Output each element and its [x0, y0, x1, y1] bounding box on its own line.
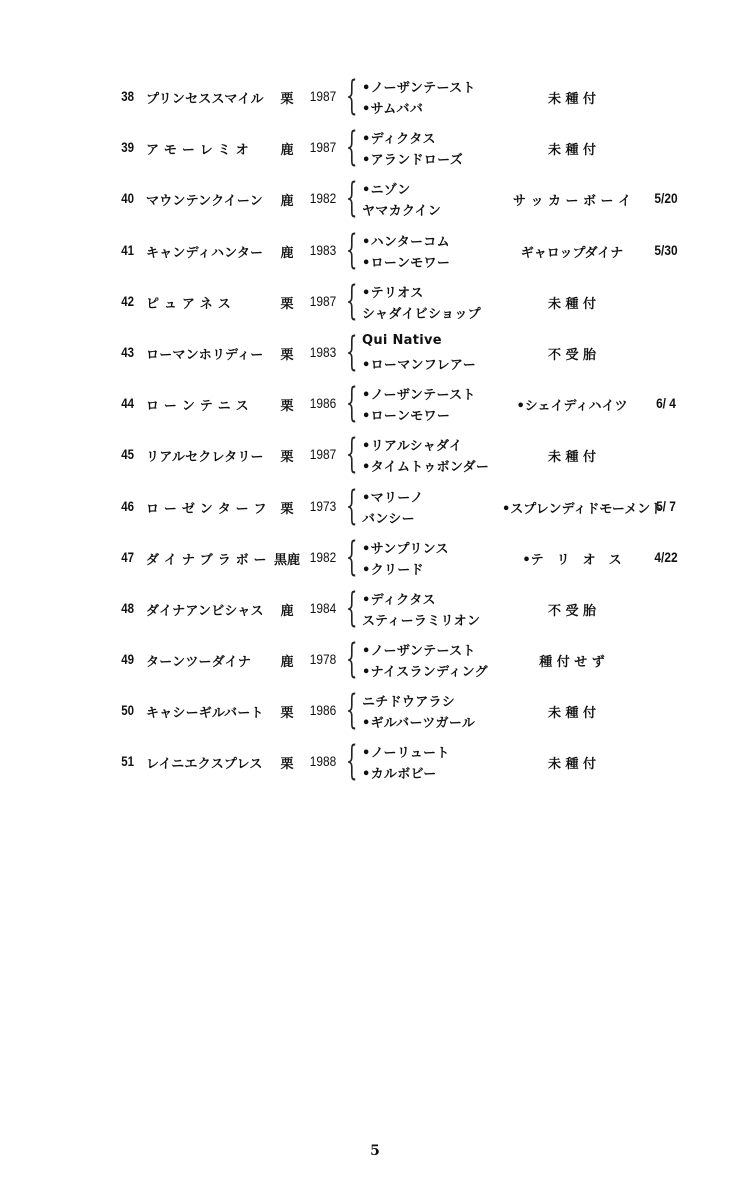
- coat-color: 鹿: [280, 143, 294, 159]
- sire-name: Qui Native: [362, 332, 442, 348]
- row-number: 50: [121, 702, 134, 719]
- dam-name: シャダイビショップ: [362, 306, 481, 322]
- pedigree-brace-icon: {: [346, 533, 358, 580]
- pedigree-brace-icon: {: [346, 73, 358, 119]
- horse-name: リアルセクレタリー: [146, 450, 264, 466]
- sire-name: •サンプリンス: [362, 541, 449, 557]
- table-row: [0, 379, 750, 430]
- dam-name: スティーラミリオン: [362, 613, 481, 629]
- birth-year: 1986: [309, 702, 337, 719]
- horse-name: ダ イ ナ ブ ラ ボ ー: [146, 552, 267, 568]
- breeding-date: 4/22: [654, 548, 678, 565]
- pedigree-brace-icon: {: [346, 277, 358, 324]
- horse-name: ロ ー ゼ ン タ ー フ: [146, 501, 267, 517]
- coat-color: 鹿: [280, 194, 294, 210]
- row-number: 46: [121, 497, 134, 514]
- pedigree-brace-icon: {: [346, 380, 358, 427]
- horse-name: ロ ー ン テ ニ ス: [146, 399, 249, 415]
- dam-name: •ナイスランディング: [362, 665, 488, 681]
- table-row: [0, 226, 750, 277]
- table-row: [0, 328, 750, 379]
- row-number: 48: [121, 599, 134, 616]
- coat-color: 栗: [280, 399, 294, 415]
- table-row: [0, 533, 750, 584]
- horse-name: マウンテンクイーン: [146, 194, 263, 210]
- dam-name: •ローンモワー: [362, 255, 451, 271]
- coat-color: 栗: [280, 296, 294, 312]
- sire-name: •テリオス: [362, 285, 424, 301]
- breeding-result: 未 種 付: [547, 143, 597, 159]
- coat-color: 栗: [280, 706, 294, 722]
- sire-name: •ノーザンテースト: [362, 388, 476, 404]
- dam-name: •ギルバーツガール: [362, 716, 476, 732]
- row-number: 42: [121, 292, 134, 309]
- table-row: [0, 686, 750, 737]
- pedigree-brace-icon: {: [346, 687, 358, 734]
- horse-name: ローマンホリディー: [146, 347, 264, 363]
- breeding-result: サ ッ カ ー ボ ー イ: [512, 194, 632, 210]
- breeding-result: 不 受 胎: [547, 603, 597, 619]
- sire-name: •ニゾン: [362, 183, 411, 199]
- sire-name: •ハンターコム: [362, 234, 450, 250]
- breeding-result: •スプレンディドモーメント: [502, 501, 664, 517]
- coat-color: 栗: [280, 450, 294, 466]
- sire-name: •ディクタス: [362, 592, 436, 608]
- dam-name: ヤマカクイン: [362, 204, 442, 220]
- sire-name: •ディクタス: [362, 132, 436, 148]
- row-number: 45: [121, 446, 134, 463]
- birth-year: 1982: [309, 548, 337, 565]
- dam-name: •ローマンフレアー: [362, 357, 477, 373]
- coat-color: 栗: [280, 347, 294, 363]
- coat-color: 栗: [280, 757, 294, 773]
- sire-name: •ノーザンテースト: [362, 644, 476, 660]
- dam-name: •ローンモワー: [362, 409, 451, 425]
- table-row: [0, 123, 750, 174]
- table-row: [0, 482, 750, 533]
- row-number: 51: [121, 753, 134, 770]
- horse-name: ダイナアンビシャス: [146, 603, 264, 619]
- row-number: 44: [121, 395, 134, 412]
- dam-name: •カルボビー: [362, 767, 437, 783]
- sire-name: •ノーザンテースト: [362, 81, 476, 96]
- breeding-result: •シェイディハイツ: [516, 399, 628, 415]
- breeding-result: 種 付 せ ず: [539, 655, 605, 671]
- breeding-result: •テ リ オ ス: [522, 552, 622, 568]
- horse-name: レイニエクスプレス: [146, 757, 263, 773]
- row-number: 43: [121, 343, 134, 360]
- birth-year: 1984: [309, 599, 337, 616]
- row-number: 47: [121, 548, 134, 565]
- breeding-date: 6/ 4: [656, 395, 676, 412]
- pedigree-brace-icon: {: [346, 738, 358, 785]
- pedigree-brace-icon: {: [346, 431, 358, 478]
- row-number: 38: [121, 88, 134, 104]
- sire-name: ニチドウアラシ: [362, 695, 456, 711]
- dam-name: •タイムトゥボンダー: [362, 460, 490, 476]
- breeding-date: 5/30: [654, 241, 678, 258]
- row-number: 41: [121, 241, 134, 258]
- horse-name: ピ ュ ア ネ ス: [146, 296, 231, 312]
- breeding-result: 不 受 胎: [547, 347, 597, 363]
- birth-year: 1987: [309, 292, 337, 309]
- sire-name: •ノーリュート: [362, 746, 450, 762]
- pedigree-brace-icon: {: [346, 175, 358, 222]
- coat-color: 栗: [280, 92, 294, 107]
- dam-name: •サムババ: [362, 102, 424, 117]
- dam-name: バンシー: [362, 511, 415, 527]
- birth-year: 1988: [309, 753, 337, 770]
- dam-name: •クリード: [362, 562, 424, 578]
- dam-name: •アランドローズ: [362, 153, 464, 169]
- table-row: [0, 737, 750, 788]
- row-number: 39: [121, 139, 134, 156]
- breeding-result: 未 種 付: [547, 706, 597, 722]
- table-row: [0, 277, 750, 328]
- sire-name: •リアルシャダイ: [362, 439, 463, 455]
- horse-name: ターンツーダイナ: [146, 655, 252, 671]
- birth-year: 1973: [309, 497, 337, 514]
- birth-year: 1987: [309, 88, 337, 104]
- horse-name: ア モ ー レ ミ オ: [146, 143, 249, 159]
- birth-year: 1986: [309, 395, 337, 412]
- birth-year: 1987: [309, 446, 337, 463]
- birth-year: 1983: [309, 343, 337, 360]
- breeding-date: 5/20: [654, 190, 678, 207]
- table-row: [0, 174, 750, 225]
- table-row: [0, 584, 750, 635]
- horse-name: キャンディハンター: [146, 245, 264, 261]
- pedigree-brace-icon: {: [346, 226, 358, 273]
- sire-name: •マリーノ: [362, 490, 424, 506]
- coat-color: 栗: [280, 501, 294, 517]
- pedigree-brace-icon: {: [346, 636, 358, 683]
- breeding-date: 5/ 7: [656, 497, 676, 514]
- mare-breeding-table: [0, 72, 750, 789]
- coat-color: 黒鹿: [273, 552, 300, 568]
- row-number: 40: [121, 190, 134, 207]
- coat-color: 鹿: [280, 655, 294, 671]
- table-row: [0, 430, 750, 481]
- pedigree-brace-icon: {: [346, 124, 358, 171]
- breeding-result: ギャロップダイナ: [520, 245, 624, 261]
- row-number: 49: [121, 651, 134, 668]
- breeding-result: 未 種 付: [547, 296, 597, 312]
- coat-color: 鹿: [280, 245, 294, 261]
- pedigree-brace-icon: {: [346, 482, 358, 529]
- breeding-result: 未 種 付: [547, 92, 597, 107]
- coat-color: 鹿: [280, 603, 294, 619]
- horse-name: キャシーギルバート: [146, 706, 264, 722]
- birth-year: 1983: [309, 241, 337, 258]
- pedigree-brace-icon: {: [346, 328, 358, 375]
- breeding-result: 未 種 付: [547, 450, 597, 466]
- birth-year: 1987: [309, 139, 337, 156]
- pedigree-brace-icon: {: [346, 584, 358, 631]
- breeding-result: 未 種 付: [547, 757, 597, 773]
- table-row: [0, 72, 750, 123]
- page-number: 5: [370, 1143, 380, 1159]
- birth-year: 1978: [309, 651, 337, 668]
- horse-name: プリンセススマイル: [146, 92, 264, 107]
- birth-year: 1982: [309, 190, 337, 207]
- table-row: [0, 635, 750, 686]
